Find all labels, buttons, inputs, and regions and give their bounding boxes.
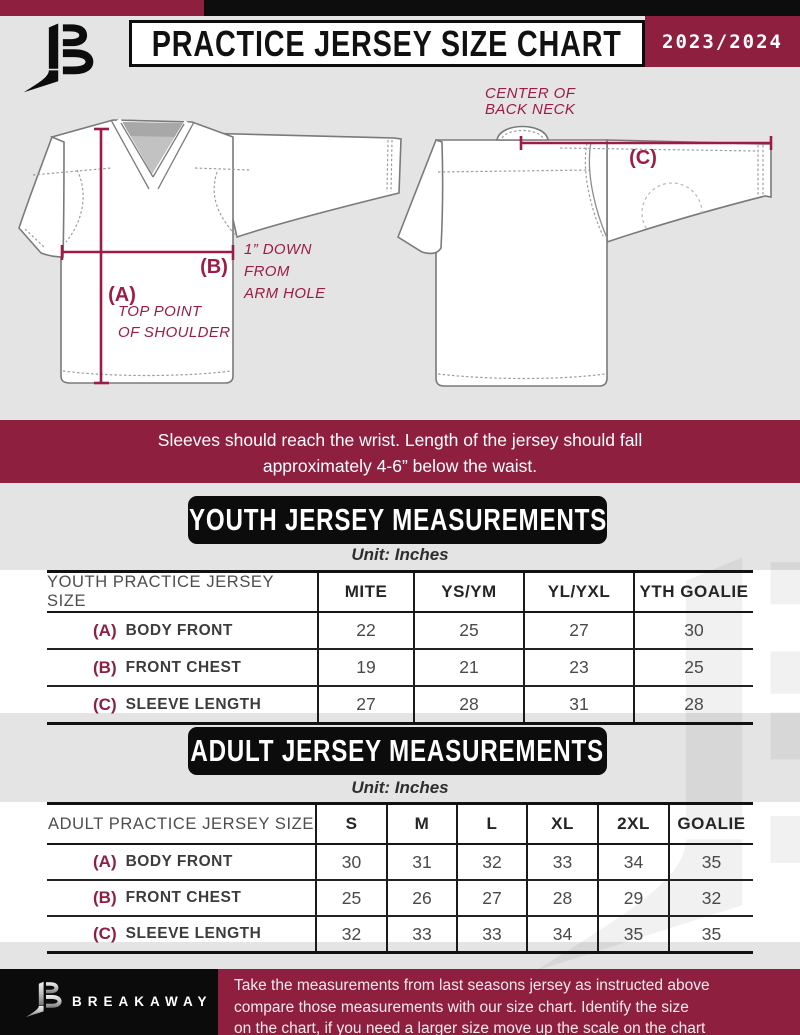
table-cell: 35 bbox=[668, 845, 753, 879]
row-key: (B) bbox=[93, 657, 117, 677]
row-name: FRONT CHEST bbox=[125, 889, 242, 906]
table-cell: 33 bbox=[386, 917, 456, 951]
row-name: BODY FRONT bbox=[125, 621, 233, 639]
jersey-measurement-diagram bbox=[0, 80, 800, 425]
table-cell: 27 bbox=[523, 613, 633, 648]
table-cell: 31 bbox=[386, 845, 456, 879]
youth-section-heading-box bbox=[188, 496, 607, 544]
footer-brand-bar bbox=[0, 969, 218, 1035]
top-strip-maroon bbox=[0, 0, 204, 16]
table-cell: 32 bbox=[668, 881, 753, 915]
table-header-cell: L bbox=[456, 805, 526, 843]
table-header-row bbox=[47, 573, 753, 613]
table-cell: 32 bbox=[456, 845, 526, 879]
table-cell: 35 bbox=[668, 917, 753, 951]
measure-label-b: (B) bbox=[200, 256, 228, 278]
table-header-row bbox=[47, 805, 753, 845]
front-jersey-drawing bbox=[19, 120, 401, 383]
youth-section-heading: YOUTH JERSEY MEASUREMENTS bbox=[188, 502, 607, 537]
row-label-cell bbox=[47, 613, 317, 648]
banner-line1: Sleeves should reach the wrist. Length of the jersey should fall bbox=[157, 430, 643, 450]
table-cell: 34 bbox=[526, 917, 597, 951]
table-cell: 30 bbox=[633, 613, 753, 648]
measure-label-a: (A) bbox=[108, 284, 136, 306]
table-cell: 27 bbox=[317, 687, 413, 722]
table-row bbox=[47, 845, 753, 879]
table-header-cell: S bbox=[315, 805, 386, 843]
table-cell: 28 bbox=[633, 687, 753, 722]
measure-caption-c-line1: CENTER OF bbox=[485, 85, 576, 102]
measure-caption-b-line3: ARM HOLE bbox=[244, 285, 326, 302]
measure-caption-b-line2: FROM bbox=[244, 263, 290, 280]
table-cell: 29 bbox=[597, 881, 668, 915]
measure-caption-a-line2: OF SHOULDER bbox=[118, 324, 231, 341]
row-label-cell bbox=[47, 687, 317, 722]
row-label-cell bbox=[47, 650, 317, 685]
row-name: BODY FRONT bbox=[125, 853, 233, 870]
row-key: (A) bbox=[93, 852, 117, 871]
fit-instruction-banner bbox=[0, 420, 800, 483]
table-header-cell: 2XL bbox=[597, 805, 668, 843]
footer-line1: Take the measurements from last seasons jersey as instructed above bbox=[234, 977, 710, 994]
adult-section-heading-box bbox=[188, 727, 607, 775]
season-label: 2023/2024 bbox=[662, 30, 783, 53]
adult-unit-label: Unit: Inches bbox=[351, 778, 449, 797]
table-header-cell: M bbox=[386, 805, 456, 843]
adult-size-table bbox=[47, 802, 753, 954]
row-key: (B) bbox=[93, 888, 117, 907]
table-cell: 33 bbox=[456, 917, 526, 951]
table-row bbox=[47, 879, 753, 915]
table-cell: 31 bbox=[523, 687, 633, 722]
table-cell: 25 bbox=[633, 650, 753, 685]
row-label-cell bbox=[47, 917, 315, 951]
table-cell: 28 bbox=[413, 687, 523, 722]
table-header-cell: XL bbox=[526, 805, 597, 843]
adult-section-heading: ADULT JERSEY MEASUREMENTS bbox=[190, 733, 605, 768]
breakaway-footer-logo-icon bbox=[24, 981, 64, 1021]
measure-label-c: (C) bbox=[629, 147, 657, 169]
footer-line2: compare those measurements with our size chart. Identify the size bbox=[234, 998, 689, 1016]
table-header-cell: YL/YXL bbox=[523, 573, 633, 611]
row-name: SLEEVE LENGTH bbox=[125, 925, 262, 942]
table-cell: 22 bbox=[317, 613, 413, 648]
youth-size-table bbox=[47, 570, 753, 725]
table-cell: 35 bbox=[597, 917, 668, 951]
table-cell: 27 bbox=[456, 881, 526, 915]
table-header-cell: YTH GOALIE bbox=[633, 573, 753, 611]
back-jersey-drawing bbox=[398, 85, 771, 386]
table-cell: 34 bbox=[597, 845, 668, 879]
table-header-cell: GOALIE bbox=[668, 805, 753, 843]
top-strip-black bbox=[204, 0, 800, 16]
table-cell: 21 bbox=[413, 650, 523, 685]
row-label-cell bbox=[47, 845, 315, 879]
table-header-cell: MITE bbox=[317, 573, 413, 611]
footer-brand-name: BREAKAWAY bbox=[72, 994, 213, 1009]
table-header-cell: YOUTH PRACTICE JERSEY SIZE bbox=[47, 573, 274, 610]
table-header-cell: YS/YM bbox=[413, 573, 523, 611]
table-cell: 30 bbox=[315, 845, 386, 879]
table-row bbox=[47, 915, 753, 951]
table-cell: 28 bbox=[526, 881, 597, 915]
page-title: PRACTICE JERSEY SIZE CHART bbox=[152, 22, 622, 64]
table-header-cell: ADULT PRACTICE JERSEY SIZE bbox=[48, 814, 314, 833]
measure-caption-c-line2: BACK NECK bbox=[485, 101, 576, 118]
table-cell: 33 bbox=[526, 845, 597, 879]
row-name: SLEEVE LENGTH bbox=[125, 695, 262, 713]
table-row bbox=[47, 648, 753, 685]
row-name: FRONT CHEST bbox=[125, 658, 242, 676]
row-key: (A) bbox=[93, 620, 117, 640]
table-cell: 32 bbox=[315, 917, 386, 951]
banner-line2: approximately 4-6” below the waist. bbox=[262, 456, 538, 476]
table-cell: 26 bbox=[386, 881, 456, 915]
table-row bbox=[47, 613, 753, 648]
measure-caption-a-line1: TOP POINT bbox=[118, 303, 202, 320]
table-cell: 19 bbox=[317, 650, 413, 685]
footer-instructions bbox=[218, 969, 800, 1035]
row-key: (C) bbox=[93, 694, 117, 714]
row-key: (C) bbox=[93, 924, 117, 943]
row-label-cell bbox=[47, 881, 315, 915]
season-box bbox=[645, 16, 800, 67]
table-cell: 23 bbox=[523, 650, 633, 685]
page-title-box bbox=[129, 20, 645, 67]
measure-caption-b-line1: 1” DOWN bbox=[244, 241, 312, 258]
table-cell: 25 bbox=[413, 613, 523, 648]
table-cell: 25 bbox=[315, 881, 386, 915]
table-row bbox=[47, 685, 753, 722]
footer-line3: on the chart, if you need a larger size move up the scale on the chart bbox=[234, 1020, 706, 1035]
youth-unit-label: Unit: Inches bbox=[351, 545, 449, 564]
